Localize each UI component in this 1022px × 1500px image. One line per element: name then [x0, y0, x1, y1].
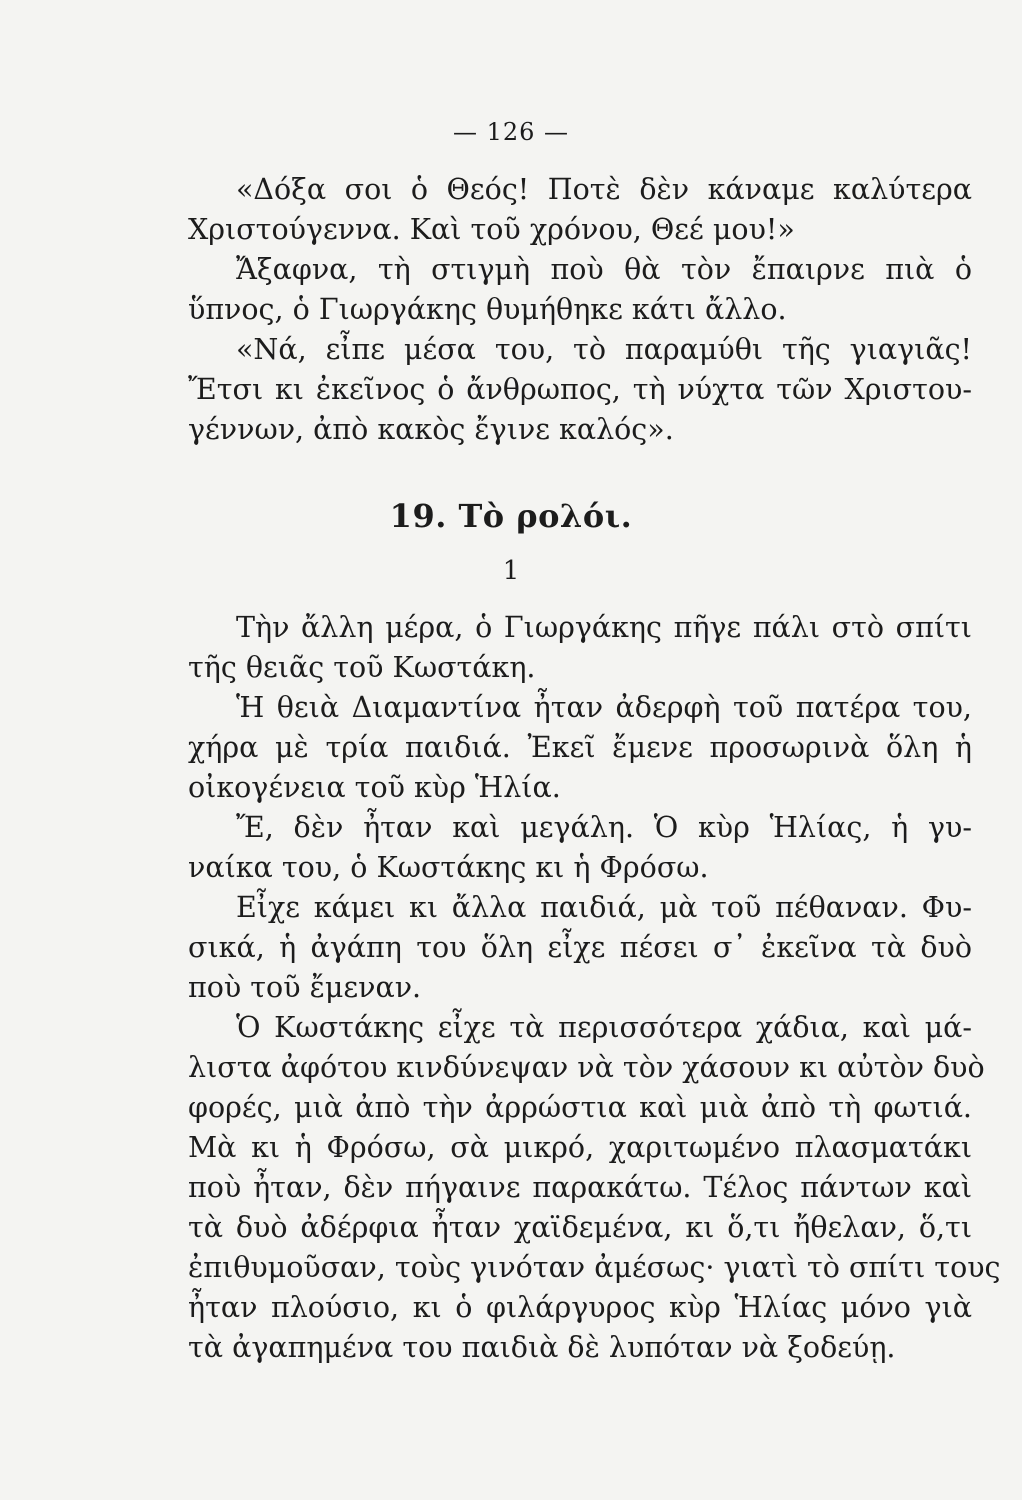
text-line: γέννων, ἀπὸ κακὸς ἔγινε καλός».: [188, 413, 674, 446]
section-number: 1: [502, 556, 520, 586]
top-text-block: [188, 170, 972, 450]
paragraph: [188, 808, 972, 888]
body-text-block: [188, 608, 1001, 1368]
paragraph: [188, 1008, 1001, 1368]
text-line: ναίκα του, ὁ Κωστάκης κι ἡ Φρόσω.: [188, 851, 709, 884]
text-line: «Νά, εἶπε μέσα του, τὸ παραμύθι τῆς γιαγιᾶς!: [236, 333, 972, 366]
text-line: Εἶχε κάμει κι ἄλλα παιδιά, μὰ τοῦ πέθαναν. Φυ-: [236, 891, 972, 924]
text-line: τὰ δυὸ ἀδέρφια ἦταν χαϊδεμένα, κι ὅ,τι ἤθελαν, ὅ,τι: [188, 1211, 972, 1244]
text-line: χήρα μὲ τρία παιδιά. Ἐκεῖ ἔμενε προσωρινὰ ὅλη ἡ: [188, 731, 972, 764]
text-line: Μὰ κι ἡ Φρόσω, σὰ μικρό, χαριτωμένο πλασματάκι: [188, 1131, 972, 1164]
paragraph: [188, 170, 972, 250]
paragraph: [188, 688, 972, 808]
text-line: ποὺ ἦταν, δὲν πήγαινε παρακάτω. Τέλος πάντων καὶ: [188, 1171, 972, 1204]
page-number: — 126 —: [452, 118, 570, 146]
text-line: οἰκογένεια τοῦ κὺρ Ἡλία.: [188, 771, 561, 804]
text-line: ἐπιθυμοῦσαν, τοὺς γινόταν ἀμέσως· γιατὶ τὸ σπίτι τους: [188, 1251, 1001, 1284]
text-line: Ὁ Κωστάκης εἶχε τὰ περισσότερα χάδια, καὶ μά-: [236, 1011, 972, 1044]
text-line: ἦταν πλούσιο, κι ὁ φιλάργυρος κὺρ Ἡλίας μόνο γιὰ: [188, 1291, 972, 1324]
text-line: Ἔ, δὲν ἦταν καὶ μεγάλη. Ὁ κὺρ Ἡλίας, ἡ γυ-: [236, 811, 972, 844]
paragraph: [188, 888, 972, 1008]
text-line: σικά, ἡ ἀγάπη του ὅλη εἶχε πέσει σ᾽ ἐκεῖνα τὰ δυὸ: [188, 931, 972, 964]
text-line: τὰ ἀγαπημένα του παιδιὰ δὲ λυπόταν νὰ ξοδεύῃ.: [188, 1331, 896, 1364]
paragraph: [188, 330, 972, 450]
paragraph: [188, 608, 972, 688]
text-line: ὕπνος, ὁ Γιωργάκης θυμήθηκε κάτι ἄλλο.: [188, 293, 787, 326]
text-line: Τὴν ἄλλη μέρα, ὁ Γιωργάκης πῆγε πάλι στὸ σπίτι: [236, 611, 972, 644]
text-line: Ἔτσι κι ἐκεῖνος ὁ ἄνθρωπος, τὴ νύχτα τῶν Χριστου-: [188, 373, 972, 406]
text-line: ποὺ τοῦ ἔμεναν.: [188, 971, 422, 1004]
text-line: «Δόξα σοι ὁ Θεός! Ποτὲ δὲν κάναμε καλύτερα: [236, 173, 972, 206]
text-line: Ἡ θειὰ Διαμαντίνα ἦταν ἀδερφὴ τοῦ πατέρα του,: [236, 691, 972, 724]
text-line: φορές, μιὰ ἀπὸ τὴν ἀρρώστια καὶ μιὰ ἀπὸ τὴ φωτιά.: [188, 1091, 972, 1124]
text-line: Χριστούγεννα. Καὶ τοῦ χρόνου, Θεέ μου!»: [188, 213, 795, 246]
text-line: λιστα ἀφότου κινδύνεψαν νὰ τὸν χάσουν κι αὐτὸν δυὸ: [188, 1051, 985, 1084]
text-line: Ἄξαφνα, τὴ στιγμὴ ποὺ θὰ τὸν ἔπαιρνε πιὰ ὁ: [236, 253, 972, 286]
chapter-title: 19. Τὸ ρολόι.: [389, 497, 633, 535]
paragraph: [188, 250, 972, 330]
text-line: τῆς θειᾶς τοῦ Κωστάκη.: [188, 651, 536, 684]
